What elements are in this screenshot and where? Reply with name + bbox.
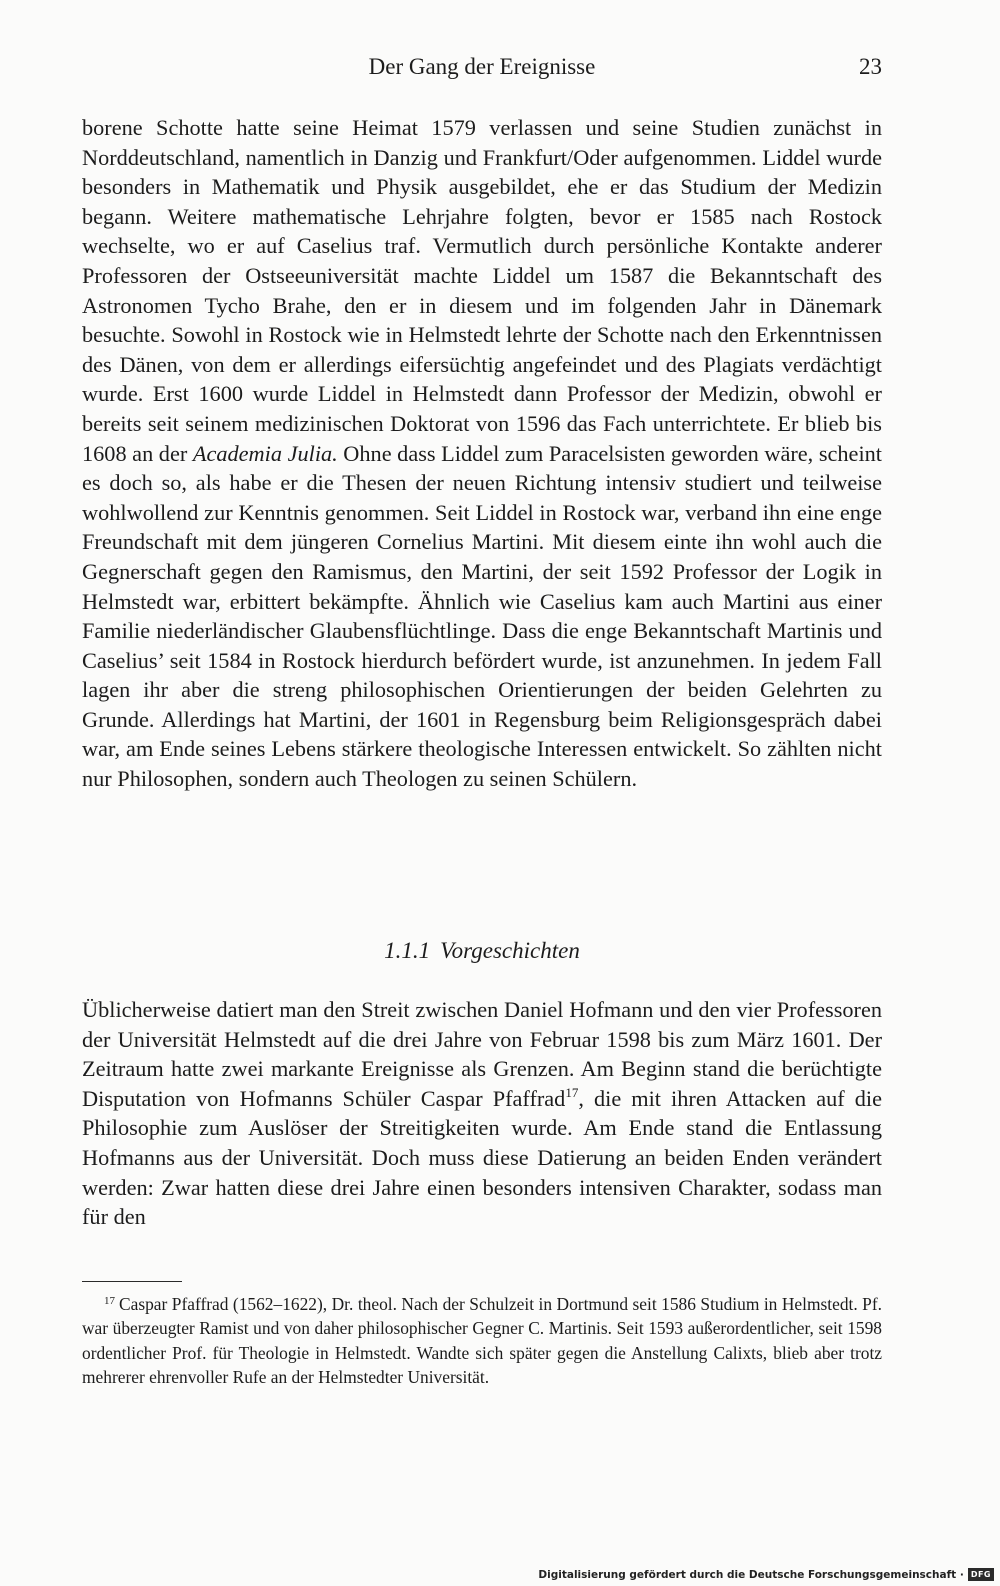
- paragraph-text: borene Schotte hatte seine Heimat 1579 verlassen und seine Studien zunächst in Norddeutschland, namentlich in Danzig und Frankfurt/Oder aufgenommen. Liddel wurde besonders in Mathematik und Physik ausgebildet, ehe er das Studium der Medizin begann. Weitere mathematische Lehrjahre folgten, bevor er 1585 nach Rostock wechselte, wo er auf Caselius traf. Vermutlich durch persönliche Kontakte anderer Professoren der Ostseeuniversität machte Liddel um 1587 die Bekanntschaft des Astronomen Tycho Brahe, den er in diesem und im folgenden Jahr in Dänemark besuchte. Sowohl in Rostock wie in Helmstedt lehrte der Schotte nach den Erkenntnissen des Dänen, von dem er allerdings eifersüchtig angefeindet und des Plagiats verdächtigt wurde. Erst 1600 wurde Liddel in Helmstedt dann Professor der Medizin, obwohl er bereits seit seinem medizinischen Doktorat von 1596 das Fach unterrichtete. Er blieb bis 1608 an der: [82, 115, 882, 466]
- footnote-separator: [82, 1281, 182, 1282]
- running-title: Der Gang der Ereignisse: [368, 54, 596, 79]
- section-title: Vorgeschichten: [440, 938, 580, 963]
- running-head: [82, 54, 882, 84]
- body-paragraph-2: [82, 995, 882, 1232]
- body-paragraph-1: [82, 113, 882, 794]
- footnote-mark: 17: [104, 1295, 115, 1307]
- footnote-reference[interactable]: 17: [565, 1084, 579, 1100]
- page-number: 23: [859, 54, 882, 79]
- section-number: 1.1.1: [384, 938, 431, 963]
- footnote: [82, 1292, 882, 1389]
- paragraph-text: Ohne dass Liddel zum Paracelsisten geworden wäre, scheint es doch so, als habe er die Thesen der neuen Richtung intensiv studiert und teilweise wohlwollend zur Kenntnis genommen. Seit Liddel in Rostock war, verband ihn eine enge Freundschaft mit dem jüngeren Cornelius Martini. Mit diesem einte ihn wohl auch die Gegnerschaft gegen den Ramismus, den Martini, der seit 1592 Professor der Logik in Helmstedt war, erbittert bekämpfte. Ähnlich wie Caselius kam auch Martini aus einer Familie niederländischer Glaubensflüchtlinge. Dass die enge Bekanntschaft Martinis und Caselius’ seit 1584 in Rostock hierdurch befördert wurde, ist anzunehmen. In jedem Fall lagen ihr aber die streng philosophischen Orientierungen der beiden Gelehrten zu Grunde. Allerdings hat Martini, der 1601 in Regensburg beim Religionsgespräch dabei war, am Ende seines Lebens stärkere theologische Interessen entwickelt. So zählten nicht nur Philosophen, sondern auch Theologen zu seinen Schülern.: [82, 440, 882, 792]
- paragraph-text: Üblicherweise datiert man den Streit zwischen Daniel Hofmann und den vier Professoren der Universität Helmstedt auf die drei Jahre von Februar 1598 bis zum März 1601. Der Zeitraum hatte zwei markante Ereignisse als Grenzen. Am Beginn stand die berüchtigte Disputation von Hofmanns Schüler Caspar Pfaffrad: [82, 997, 882, 1111]
- digitization-credit: [538, 1568, 994, 1581]
- section-heading: [82, 938, 882, 964]
- italic-title: Academia Julia.: [192, 440, 338, 466]
- paragraph-text: , die mit ihren Attacken auf die Philosophie zum Auslöser der Streitigkeiten wurde. Am Ende stand die Entlassung Hofmanns aus der Universität. Doch muss diese Datierung an beiden Enden verändert werden: Zwar hatten diese drei Jahre einen besonders intensiven Charakter, sodass man für den: [82, 1085, 883, 1230]
- footnote-text: Caspar Pfaffrad (1562–1622), Dr. theol. Nach der Schulzeit in Dortmund seit 1586 Studium in Helmstedt. Pf. war überzeugter Ramist und von daher philosophischer Gegner C. Martinis. Seit 1593 außerordentlicher, seit 1598 ordentlicher Prof. für Theologie in Helmstedt. Wandte sich später gegen die Anstellung Calixts, blieb aber trotz mehrerer ehrenvoller Rufe an der Helmstedter Universität.: [82, 1294, 882, 1387]
- credit-text: Digitalisierung gefördert durch die Deutsche Forschungsgemeinschaft ·: [538, 1568, 964, 1581]
- dfg-logo-icon: DFG: [968, 1568, 994, 1581]
